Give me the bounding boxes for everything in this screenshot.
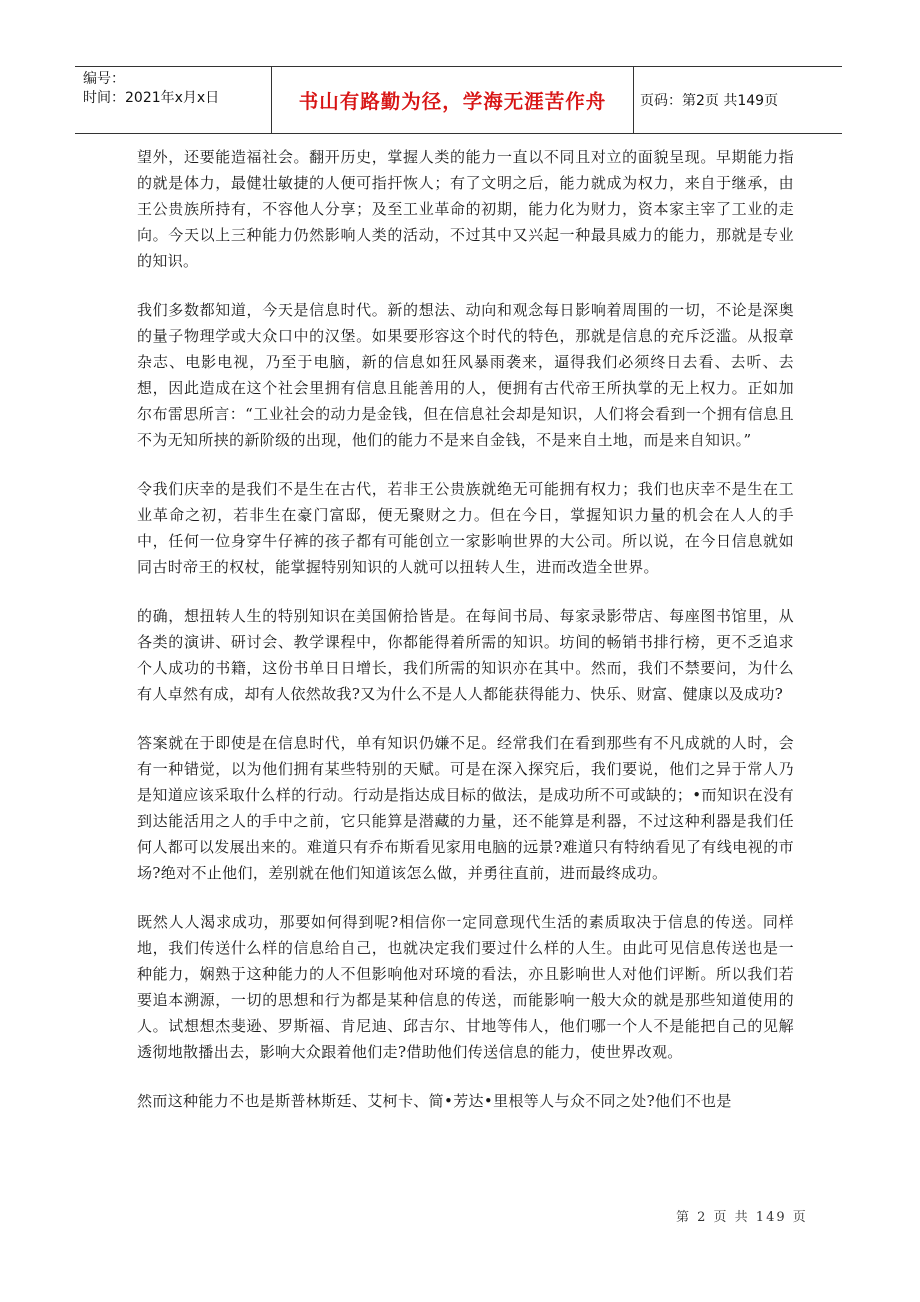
header-meta bbox=[75, 67, 272, 133]
paragraph: 答案就在于即使是在信息时代，单有知识仍嫌不足。经常我们在看到那些有不凡成就的人时，会有一种错觉，以为他们拥有某些特别的天赋。可是在深入探究后，我们要说，他们之异于常人乃是知道应该采取什么样的行动。行动是指达成目标的做法，是成功所不可或缺的；•而知识在没有到达能活用之人的手中之前，它只能算是潜藏的力量，还不能算是利器，不过这种利器是我们任何人都可以发展出来的。难道只有乔布斯看见家用电脑的远景?难道只有特纳看见了有线电视的市场?绝对不止他们，差别就在他们知道该怎么做，并勇往直前，进而最终成功。 bbox=[137, 734, 794, 882]
header-motto-cell bbox=[272, 67, 634, 133]
paragraph: 望外，还要能造福社会。翻开历史，掌握人类的能力一直以不同且对立的面貌呈现。早期能力指的就是体力，最健壮敏捷的人便可指扞恢人；有了文明之后，能力就成为权力，来自于继承，由王公贵族所持有，不容他人分享；及至工业革命的初期，能力化为财力，资本家主宰了工业的走向。今天以上三种能力仍然影响人类的活动，不过其中又兴起一种最具威力的能力，那就是专业的知识。 bbox=[137, 148, 794, 270]
paragraph: 既然人人渴求成功，那要如何得到呢?相信你一定同意现代生活的素质取决于信息的传送。同样地，我们传送什么样的信息给自己，也就决定我们要过什么样的人生。由此可见信息传送也是一种能力，娴熟于这种能力的人不但影响他对环境的看法，亦且影响世人对他们评断。所以我们若要追本溯源，一切的思想和行为都是某种信息的传送，而能影响一般大众的就是那些知道使用的人。试想想杰斐逊、罗斯福、肯尼迪、邱吉尔、甘地等伟人，他们哪一个人不是能把自己的见解透彻地散播出去，影响大众跟着他们走?借助他们传送信息的能力，使世界改观。 bbox=[137, 913, 794, 1061]
document-body bbox=[137, 144, 794, 1137]
date-label: 时间：2021年x月x日 bbox=[83, 90, 220, 106]
page-header bbox=[75, 66, 842, 134]
header-page-info: 页码：第2页 共149页 bbox=[640, 93, 779, 109]
paragraph: 的确，想扭转人生的特别知识在美国俯拾皆是。在每间书局、每家录影带店、每座图书馆里，从各类的演讲、研讨会、教学课程中，你都能得着所需的知识。坊间的畅销书排行榜，更不乏追求个人成功的书籍，这份书单日日增长，我们所需的知识亦在其中。然而，我们不禁要问，为什么有人卓然有成，却有人依然故我?又为什么不是人人都能获得能力、快乐、财富、健康以及成功? bbox=[137, 607, 794, 703]
header-motto: 书山有路勤为径，学海无涯苦作舟 bbox=[298, 90, 607, 113]
page-footer: 第 2 页 共 149 页 bbox=[676, 1210, 808, 1225]
paragraph: 令我们庆幸的是我们不是生在古代，若非王公贵族就绝无可能拥有权力；我们也庆幸不是生在工业革命之初，若非生在豪门富邸，便无聚财之力。但在今日，掌握知识力量的机会在人人的手中，任何一位身穿牛仔裤的孩子都有可能创立一家影响世界的大公司。所以说，在今日信息就如同古时帝王的权杖，能掌握特别知识的人就可以扭转人生，进而改造全世界。 bbox=[137, 480, 794, 576]
paragraph: 然而这种能力不也是斯普林斯廷、艾柯卡、简•芳达•里根等人与众不同之处?他们不也是 bbox=[137, 1092, 732, 1110]
serial-number-label: 编号： bbox=[83, 71, 125, 87]
paragraph: 我们多数都知道，今天是信息时代。新的想法、动向和观念每日影响着周围的一切，不论是深奥的量子物理学或大众口中的汉堡。如果要形容这个时代的特色，那就是信息的充斥泛滥。从报章杂志、电影电视，乃至于电脑，新的信息如狂风暴雨袭来，逼得我们必须终日去看、去听、去想，因此造成在这个社会里拥有信息且能善用的人，便拥有古代帝王所执掌的无上权力。正如加尔布雷思所言：“工业社会的动力是金钱，但在信息社会却是知识，人们将会看到一个拥有信息且不为无知所挟的新阶级的出现，他们的能力不是来自金钱，不是来自土地，而是来自知识。” bbox=[137, 301, 794, 449]
